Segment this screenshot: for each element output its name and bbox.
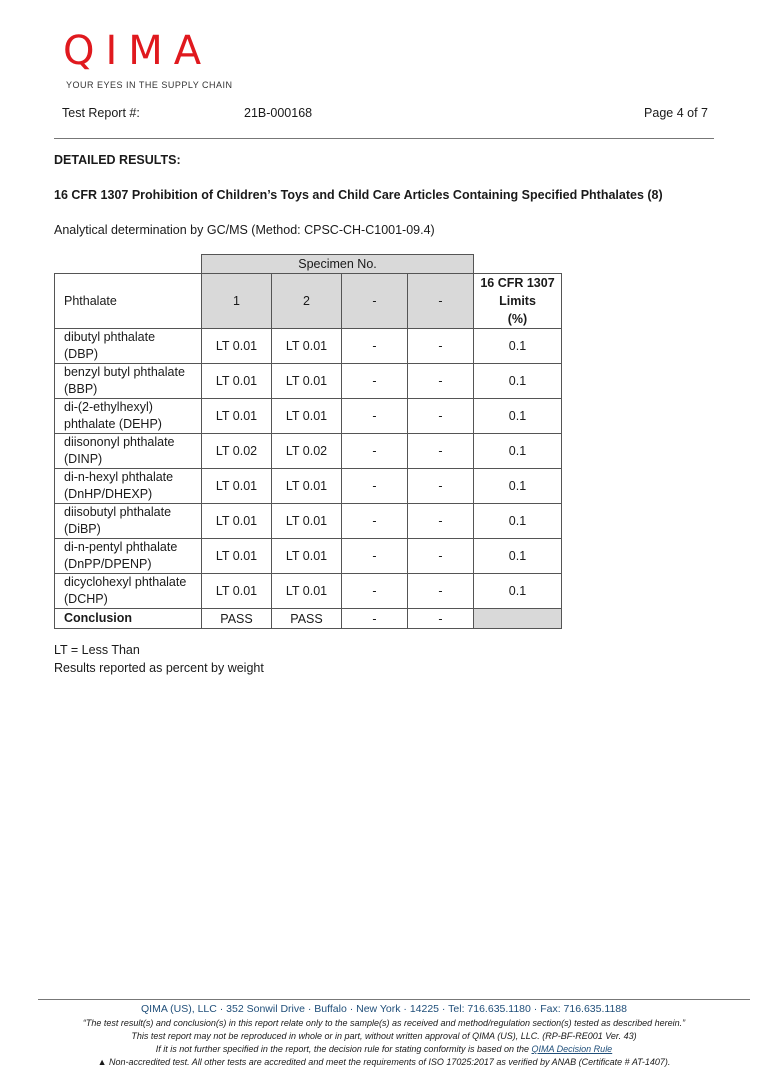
phthalate-name-line-1: diisononyl phthalate [64,435,175,449]
limits-line-2: Limits [499,294,536,308]
limit-value: 0.1 [474,399,562,434]
result-value: - [342,329,408,364]
footer-divider [38,999,750,1000]
company-logo: QIMA [63,28,213,74]
result-value: LT 0.01 [272,574,342,609]
result-value: LT 0.01 [202,329,272,364]
result-value: - [408,364,474,399]
conclusion-specimen-1: PASS [202,609,272,629]
report-number-label: Test Report #: [62,106,140,120]
conclusion-specimen-2: PASS [272,609,342,629]
result-value: LT 0.01 [202,539,272,574]
result-value: LT 0.02 [272,434,342,469]
specimen-col-4: - [408,274,474,329]
result-value: - [342,539,408,574]
phthalate-name-line-1: di-n-hexyl phthalate [64,470,174,484]
section-title: DETAILED RESULTS: [54,153,181,167]
specimen-col-1: 1 [202,274,272,329]
method-text: Analytical determination by GC/MS (Method: CPSC-CH-C1001-09.4) [54,223,435,237]
table-row [55,434,562,469]
result-value: - [408,574,474,609]
limit-value: 0.1 [474,469,562,504]
phthalate-name-line-2: (DCHP) [64,592,108,606]
conclusion-label: Conclusion [55,609,202,629]
result-value: - [408,399,474,434]
conclusion-specimen-3: - [342,609,408,629]
phthalate-name [55,399,202,434]
phthalate-name-line-2: (DiBP) [64,522,101,536]
phthalate-name [55,469,202,504]
results-table [54,254,562,629]
result-value: - [342,399,408,434]
conclusion-specimen-4: - [408,609,474,629]
phthalate-name [55,364,202,399]
specimen-header: Specimen No. [202,255,474,274]
result-value: LT 0.01 [202,504,272,539]
phthalate-name [55,504,202,539]
result-value: - [408,469,474,504]
table-row [55,469,562,504]
test-title: 16 CFR 1307 Prohibition of Children’s Toys and Child Care Articles Containing Specified Phthalates (8) [54,188,663,202]
phthalate-name [55,574,202,609]
limit-value: 0.1 [474,539,562,574]
limits-line-1: 16 CFR 1307 [480,276,555,290]
result-value: - [408,329,474,364]
table-row [55,364,562,399]
company-tagline: YOUR EYES IN THE SUPPLY CHAIN [66,80,233,90]
phthalate-name-line-1: diisobutyl phthalate [64,505,172,519]
result-value: LT 0.01 [202,574,272,609]
limit-value: 0.1 [474,329,562,364]
table-row [55,399,562,434]
result-value: LT 0.01 [272,539,342,574]
limits-header [474,274,562,329]
specimen-col-3: - [342,274,408,329]
result-value: - [408,504,474,539]
limit-value: 0.1 [474,504,562,539]
phthalate-name-line-2: (DINP) [64,452,103,466]
table-corner [55,255,202,274]
phthalate-name-line-1: dicyclohexyl phthalate [64,575,187,589]
phthalate-name-line-1: di-n-pentyl phthalate [64,540,178,554]
decision-rule-link[interactable]: QIMA Decision Rule [531,1044,613,1054]
phthalate-header: Phthalate [55,274,202,329]
phthalate-name-line-2: phthalate (DEHP) [64,417,162,431]
specimen-col-2: 2 [272,274,342,329]
phthalate-name-line-2: (DBP) [64,347,99,361]
result-value: LT 0.01 [202,364,272,399]
phthalate-name [55,434,202,469]
result-value: LT 0.01 [272,504,342,539]
phthalate-name [55,539,202,574]
table-row [55,504,562,539]
phthalate-name-line-2: (DnPP/DPENP) [64,557,152,571]
limit-value: 0.1 [474,574,562,609]
footer-disclaimer-1: “The test result(s) and conclusion(s) in this report relate only to the sample(s) as received and method/regulation section(s) tested as described herein.” [82,1018,686,1028]
footer-disclaimer-3: If it is not further specified in the report, the decision rule for stating conformity is based on the [155,1044,532,1054]
page-number: Page 4 of 7 [644,106,708,120]
result-value: LT 0.01 [272,329,342,364]
phthalate-name-line-1: benzyl butyl phthalate [64,365,185,379]
limit-value: 0.1 [474,434,562,469]
header-divider [54,138,714,139]
phthalate-name-line-1: dibutyl phthalate [64,330,156,344]
phthalate-name [55,329,202,364]
table-row [55,329,562,364]
result-value: LT 0.01 [202,469,272,504]
result-value: - [342,574,408,609]
result-value: LT 0.01 [202,399,272,434]
table-row [55,574,562,609]
phthalate-name-line-1: di-(2-ethylhexyl) [64,400,153,414]
note-weight: Results reported as percent by weight [54,661,264,675]
result-value: - [342,469,408,504]
result-value: - [408,539,474,574]
result-value: LT 0.01 [272,399,342,434]
note-lt: LT = Less Than [54,643,140,657]
result-value: LT 0.01 [272,469,342,504]
table-corner-right [474,255,562,274]
footer-address: QIMA (US), LLC · 352 Sonwil Drive · Buffalo · New York · 14225 · Tel: 716.635.1180 · Fax: 716.635.1188 [141,1003,627,1015]
result-value: - [342,434,408,469]
result-value: - [408,434,474,469]
footer-disclaimer-4: ▲ Non-accredited test. All other tests are accredited and meet the requirements of ISO 17025:2017 as verified by ANAB (Certificate # AT-1407). [97,1057,671,1067]
result-value: LT 0.01 [272,364,342,399]
phthalate-name-line-2: (DnHP/DHEXP) [64,487,153,501]
result-value: LT 0.02 [202,434,272,469]
footer-disclaimer-2: This test report may not be reproduced in whole or in part, without written approval of QIMA (US), LLC. (RP-BF-RE001 Ver. 43) [131,1031,637,1041]
report-number: 21B-000168 [244,106,313,120]
table-row [55,539,562,574]
result-value: - [342,504,408,539]
limit-value: 0.1 [474,364,562,399]
phthalate-name-line-2: (BBP) [64,382,98,396]
conclusion-limit-empty [474,609,562,629]
result-value: - [342,364,408,399]
limits-line-3: (%) [507,312,528,326]
